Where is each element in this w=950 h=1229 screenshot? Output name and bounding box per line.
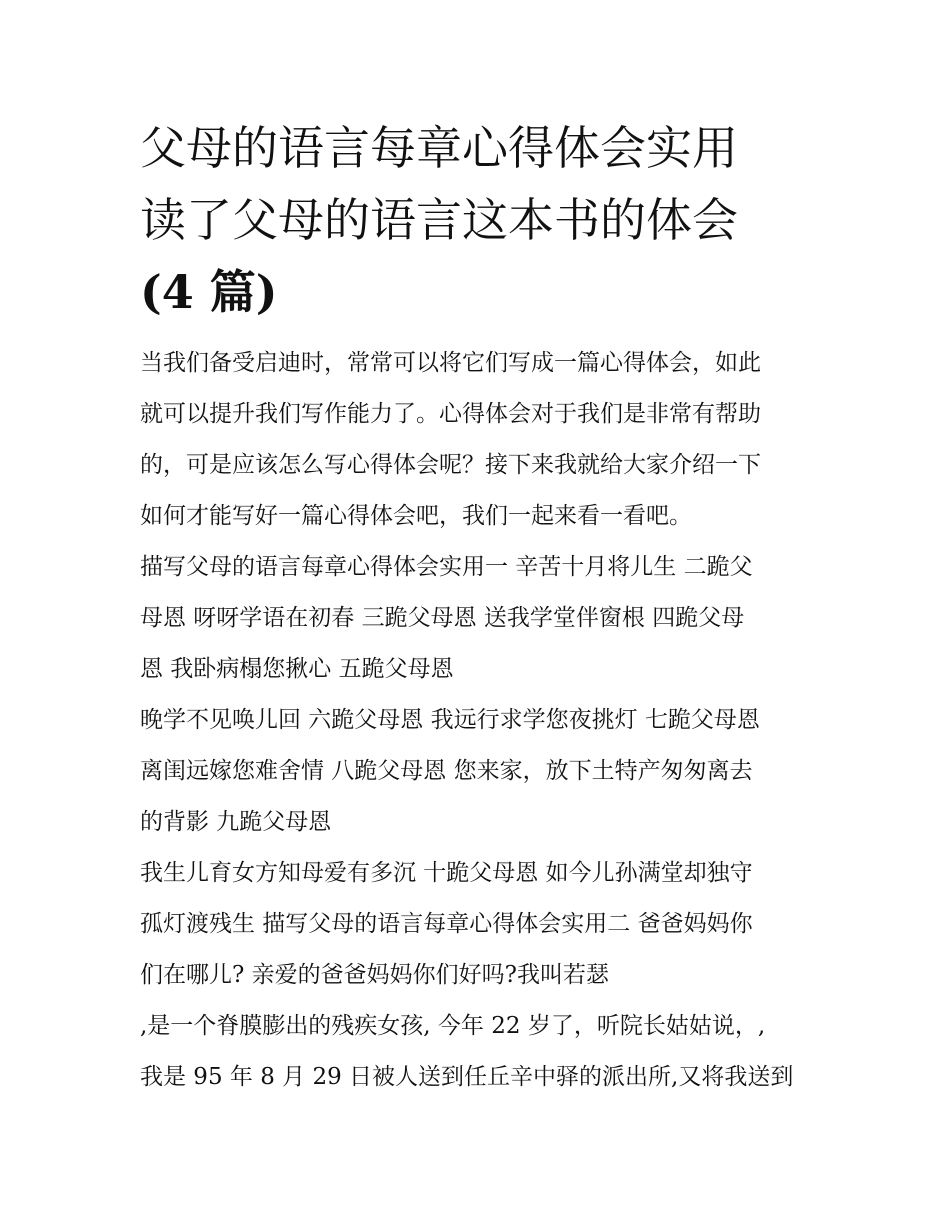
text-line: 我是 95 年 8 月 29 日被人送到任丘辛中驿的派出所,又将我送到 — [140, 1064, 794, 1090]
text-line: 描写父母的语言每章心得体会实用一 辛苦十月将儿生 二跪父 — [140, 554, 753, 580]
document-title — [140, 112, 812, 328]
text-line: 就可以提升我们写作能力了。心得体会对于我们是非常有帮助 — [140, 401, 761, 427]
paragraph-letter — [140, 1001, 812, 1103]
text-line: 的，可是应该怎么写心得体会呢？接下来我就给大家介绍一下 — [140, 452, 761, 478]
paragraph-poem-part-3 — [140, 848, 812, 1001]
text-line: 如何才能写好一篇心得体会吧，我们一起来看一看吧。 — [140, 503, 692, 529]
text-line: 的背影 九跪父母恩 — [140, 809, 332, 835]
paragraph-poem-part-1 — [140, 542, 812, 695]
text-line: 母恩 呀呀学语在初春 三跪父母恩 送我学堂伴窗根 四跪父母 — [140, 605, 745, 631]
title-line: (4 篇) — [140, 265, 278, 319]
text-line: 孤灯渡残生 描写父母的语言每章心得体会实用二 爸爸妈妈你 — [140, 911, 753, 937]
text-line: ,是一个脊膜膨出的残疾女孩, 今年 22 岁了，听院长姑姑说，, — [140, 1013, 766, 1039]
text-line: 我生儿育女方知母爱有多沉 十跪父母恩 如今儿孙满堂却独守 — [140, 860, 753, 886]
text-line: 离闺远嫁您难舍情 八跪父母恩 您来家，放下土特产匆匆离去 — [140, 758, 753, 784]
text-line: 晚学不见唤儿回 六跪父母恩 我远行求学您夜挑灯 七跪父母恩 — [140, 707, 760, 733]
title-line: 读了父母的语言这本书的体会 — [140, 193, 738, 247]
title-line: 父母的语言每章心得体会实用 — [140, 121, 738, 175]
document-content — [140, 112, 812, 1103]
paragraph-intro — [140, 338, 812, 542]
document-body — [140, 338, 812, 1103]
paragraph-poem-part-2 — [140, 695, 812, 848]
text-line: 们在哪儿? 亲爱的爸爸妈妈你们好吗?我叫若瑟 — [140, 962, 609, 988]
text-line: 当我们备受启迪时，常常可以将它们写成一篇心得体会，如此 — [140, 350, 761, 376]
text-line: 恩 我卧病榻您揪心 五跪父母恩 — [140, 656, 454, 682]
